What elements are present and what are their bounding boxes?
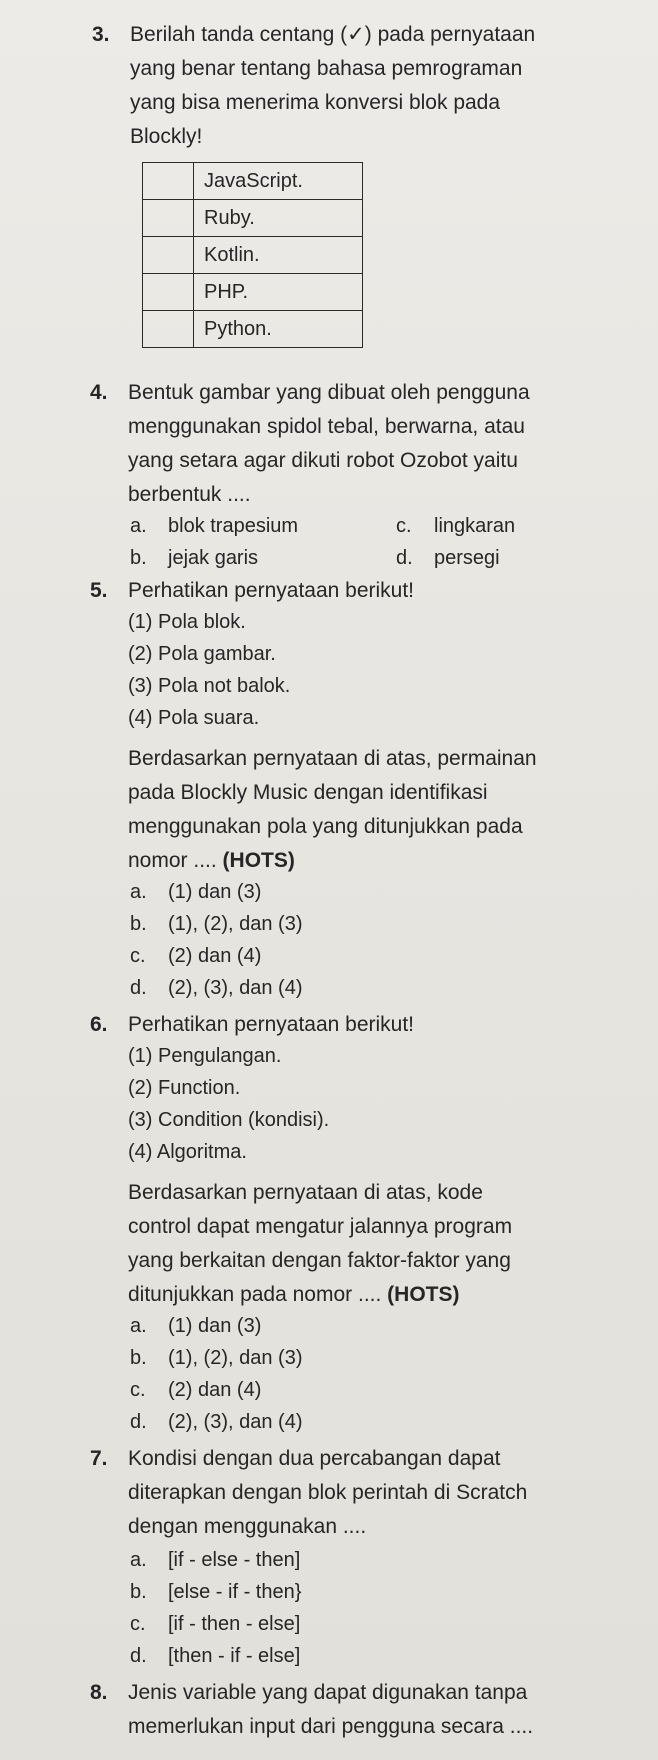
option-text: (2), (3), dan (4) bbox=[168, 1411, 303, 1433]
question-text-line: diterapkan dengan blok perintah di Scratch bbox=[128, 1481, 528, 1504]
statement-item: (4) Pola suara. bbox=[128, 707, 260, 729]
option-label: b. bbox=[130, 1581, 147, 1603]
option-text: jejak garis bbox=[168, 547, 259, 569]
answer-option-c[interactable] bbox=[130, 1378, 261, 1402]
statement-item: (2) Pola gambar. bbox=[128, 643, 276, 665]
answer-option-a[interactable] bbox=[130, 1548, 300, 1572]
question-text-line: Berilah tanda centang (✓) pada pernyataan bbox=[130, 23, 536, 46]
answer-option-d[interactable] bbox=[396, 546, 500, 570]
question-intro: Perhatikan pernyataan berikut! bbox=[128, 1013, 415, 1036]
question-text-line: pada Blockly Music dengan identifikasi bbox=[128, 781, 488, 804]
statement-item: (4) Algoritma. bbox=[128, 1141, 247, 1163]
question-intro: Perhatikan pernyataan berikut! bbox=[128, 579, 415, 602]
question-text-line: yang berkaitan dengan faktor-faktor yang bbox=[128, 1249, 511, 1272]
answer-option-c[interactable] bbox=[130, 944, 261, 968]
option-label: c. bbox=[396, 515, 412, 537]
language-cell: Kotlin. bbox=[194, 237, 363, 274]
hots-badge: (HOTS) bbox=[387, 1283, 460, 1306]
checkbox-cell[interactable] bbox=[143, 200, 194, 237]
question-text-line: yang bisa menerima konversi blok pada bbox=[130, 91, 501, 114]
question-number: 8. bbox=[90, 1681, 108, 1704]
table-row bbox=[143, 274, 363, 311]
answer-option-d[interactable] bbox=[130, 976, 302, 1000]
answer-option-a[interactable] bbox=[130, 514, 298, 538]
option-text: blok trapesium bbox=[168, 515, 299, 537]
question-text-line: Kondisi dengan dua percabangan dapat bbox=[128, 1447, 501, 1470]
hots-badge: (HOTS) bbox=[222, 849, 295, 872]
question-number: 5. bbox=[90, 579, 108, 602]
question-text-line: Berdasarkan pernyataan di atas, kode bbox=[128, 1181, 483, 1204]
option-text: (1) dan (3) bbox=[168, 881, 262, 903]
option-label: a. bbox=[130, 881, 147, 903]
question-number: 6. bbox=[90, 1013, 108, 1036]
option-label: a. bbox=[130, 515, 147, 537]
table-row bbox=[143, 311, 363, 348]
answer-option-b[interactable] bbox=[130, 1580, 301, 1604]
language-cell: PHP. bbox=[194, 274, 363, 311]
question-text-line: memerlukan input dari pengguna secara .... bbox=[128, 1715, 534, 1738]
answer-option-d[interactable] bbox=[130, 1410, 302, 1434]
option-text: [if - then - else] bbox=[168, 1613, 301, 1635]
option-label: c. bbox=[130, 1613, 146, 1635]
option-text: (1), (2), dan (3) bbox=[168, 913, 303, 935]
option-label: d. bbox=[130, 1645, 147, 1667]
option-text: (1) dan (3) bbox=[168, 1315, 262, 1337]
checkbox-cell[interactable] bbox=[143, 274, 194, 311]
language-checklist-table bbox=[142, 162, 363, 348]
question-text-line bbox=[128, 848, 295, 874]
answer-option-a[interactable] bbox=[130, 880, 261, 904]
option-label: b. bbox=[130, 547, 147, 569]
question-text-line: yang benar tentang bahasa pemrograman bbox=[130, 57, 523, 80]
option-label: d. bbox=[396, 547, 413, 569]
question-text-line: dengan menggunakan .... bbox=[128, 1515, 367, 1538]
question-text-fragment: ditunjukkan pada nomor .... bbox=[128, 1283, 382, 1306]
answer-option-d[interactable] bbox=[130, 1644, 300, 1668]
answer-option-b[interactable] bbox=[130, 1346, 302, 1370]
language-cell: Python. bbox=[194, 311, 363, 348]
answer-option-c[interactable] bbox=[396, 514, 515, 538]
option-text: (2) dan (4) bbox=[168, 945, 262, 967]
option-text: (1), (2), dan (3) bbox=[168, 1347, 303, 1369]
statement-item: (1) Pengulangan. bbox=[128, 1045, 282, 1067]
statement-item: (3) Condition (kondisi). bbox=[128, 1109, 330, 1131]
question-text-line: Berdasarkan pernyataan di atas, permainan bbox=[128, 747, 537, 770]
question-number: 7. bbox=[90, 1447, 108, 1470]
option-text: [if - else - then] bbox=[168, 1549, 301, 1571]
question-text-line: Blockly! bbox=[130, 125, 203, 148]
checkbox-cell[interactable] bbox=[143, 237, 194, 274]
statement-item: (3) Pola not balok. bbox=[128, 675, 291, 697]
option-text: (2) dan (4) bbox=[168, 1379, 262, 1401]
checkbox-cell[interactable] bbox=[143, 311, 194, 348]
answer-option-b[interactable] bbox=[130, 912, 302, 936]
option-text: lingkaran bbox=[434, 515, 516, 537]
checkbox-cell[interactable] bbox=[143, 163, 194, 200]
statement-item: (2) Function. bbox=[128, 1077, 241, 1099]
option-text: persegi bbox=[434, 547, 500, 569]
option-label: b. bbox=[130, 913, 147, 935]
question-text-line: control dapat mengatur jalannya program bbox=[128, 1215, 513, 1238]
option-label: d. bbox=[130, 1411, 147, 1433]
question-text-fragment: nomor .... bbox=[128, 849, 217, 872]
option-label: a. bbox=[130, 1549, 147, 1571]
answer-option-c[interactable] bbox=[130, 1612, 300, 1636]
option-label: c. bbox=[130, 945, 146, 967]
option-label: a. bbox=[130, 1315, 147, 1337]
option-text: (2), (3), dan (4) bbox=[168, 977, 303, 999]
option-label: c. bbox=[130, 1379, 146, 1401]
answer-option-a[interactable] bbox=[130, 1314, 261, 1338]
option-label: b. bbox=[130, 1347, 147, 1369]
language-cell: JavaScript. bbox=[194, 163, 363, 200]
language-cell: Ruby. bbox=[194, 200, 363, 237]
question-text-line: menggunakan pola yang ditunjukkan pada bbox=[128, 815, 523, 838]
option-text: [else - if - then} bbox=[168, 1581, 302, 1603]
option-text: [then - if - else] bbox=[168, 1645, 301, 1667]
table-row bbox=[143, 163, 363, 200]
option-label: d. bbox=[130, 977, 147, 999]
question-text-line: berbentuk .... bbox=[128, 483, 251, 506]
statement-item: (1) Pola blok. bbox=[128, 611, 246, 633]
question-text-line: menggunakan spidol tebal, berwarna, atau bbox=[128, 415, 525, 438]
question-number: 4. bbox=[90, 381, 108, 404]
question-number: 3. bbox=[92, 23, 110, 46]
answer-option-b[interactable] bbox=[130, 546, 258, 570]
question-text-line: yang setara agar dikuti robot Ozobot yaitu bbox=[128, 449, 518, 472]
question-text-line: Jenis variable yang dapat digunakan tanpa bbox=[128, 1681, 528, 1704]
question-text-line: Bentuk gambar yang dibuat oleh pengguna bbox=[128, 381, 530, 404]
table-row bbox=[143, 200, 363, 237]
table-row bbox=[143, 237, 363, 274]
question-text-line bbox=[128, 1282, 460, 1308]
